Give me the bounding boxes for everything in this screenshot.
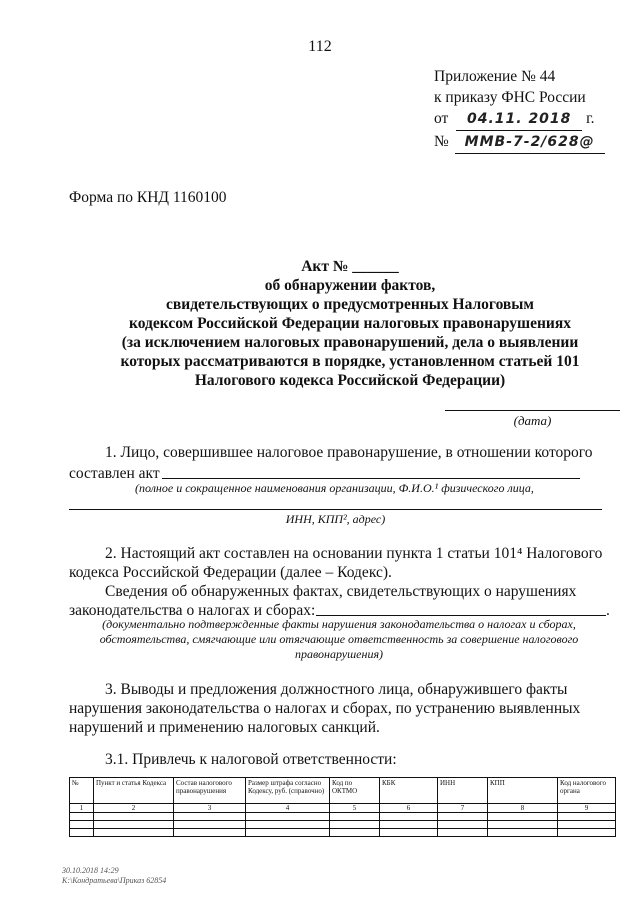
title-line-3: кодексом Российской Федерации налоговых правонарушениях — [129, 315, 571, 332]
act-number: Акт № ______ — [301, 258, 399, 275]
title-line-2: свидетельствующих о предусмотренных Налоговым — [166, 296, 534, 313]
header-cell: № — [70, 778, 94, 804]
header-cell: ИНН — [438, 778, 488, 804]
section-1-line-2: составлен акт — [69, 465, 160, 482]
section-2-line-4-end: . — [606, 602, 610, 619]
section-3-1-line: 3.1. Привлечь к налоговой ответственности: — [105, 751, 397, 768]
header-cell: КПП — [488, 778, 558, 804]
number-prefix: № — [434, 133, 449, 150]
date-label: (дата) — [513, 413, 552, 428]
title-line-5: которых рассматриваются в порядке, установленном статьей 101 — [120, 353, 580, 370]
number-cell: 1 — [70, 804, 94, 813]
section-3-line-3: нарушений и применению налоговых санкций. — [69, 719, 380, 736]
year-suffix: г. — [586, 110, 595, 127]
number-cell: 3 — [174, 804, 246, 813]
section-2-line-4: законодательства о налогах и сборах: — [69, 602, 316, 619]
header-cell: КБК — [380, 778, 438, 804]
table-row — [70, 829, 616, 837]
title-line-1: об обнаружении фактов, — [264, 277, 436, 294]
table-header-row — [70, 778, 616, 804]
section-2-note-1: (документально подтвержденные факты нарушения законодательства о налогах и сборах, — [102, 617, 576, 631]
title-line-4: (за исключением налоговых правонарушений, дела о выявлении — [121, 334, 579, 351]
form-code: Форма по КНД 1160100 — [69, 189, 227, 206]
section-2-note-3: правонарушения) — [294, 647, 384, 661]
number-cell: 5 — [330, 804, 380, 813]
table-row — [70, 813, 616, 821]
handwritten-order-number: ММВ-7-2/628@ — [455, 132, 605, 154]
title-line-6: Налогового кодекса Российской Федерации) — [194, 372, 506, 389]
section-2-line-1: 2. Настоящий акт составлен на основании пункта 1 статьи 101⁴ Налогового — [105, 545, 603, 562]
header-cell: Пункт и статья Кодекса — [94, 778, 174, 804]
section-2-line-3: Сведения об обнаруженных фактах, свидетельствующих о нарушениях — [105, 583, 577, 600]
header-cell: Код налогового органа — [558, 778, 616, 804]
section-3-line-2: нарушения законодательства о налогах и сборах, по устранению выявленных — [69, 700, 581, 717]
stamp-line-1: 30.10.2018 14:29 — [62, 866, 119, 875]
section-1-fill-line-2 — [69, 509, 602, 510]
table-row — [70, 821, 616, 829]
appendix-block — [434, 66, 605, 154]
appendix-date-row — [434, 108, 605, 131]
handwritten-date: 04.11. 2018 — [456, 109, 582, 131]
number-cell: 7 — [438, 804, 488, 813]
act-title — [60, 257, 640, 390]
print-stamp — [62, 866, 166, 886]
liability-table — [69, 777, 616, 837]
section-2-note-2: обстоятельства, смягчающие или отягчающие ответственность за совершение налогового — [99, 632, 579, 646]
number-cell: 9 — [558, 804, 616, 813]
header-cell: Размер штрафа согласно Кодексу, руб. (справочно) — [246, 778, 330, 804]
section-1-fill-line — [162, 478, 580, 479]
section-1-line-1: 1. Лицо, совершившее налоговое правонарушение, в отношении которого — [105, 444, 593, 461]
appendix-number-row — [434, 131, 605, 154]
header-cell: Код по ОКТМО — [330, 778, 380, 804]
stamp-line-2: К:\Кондратьева\Приказ 62854 — [62, 876, 167, 885]
section-3-line-1: 3. Выводы и предложения должностного лица, обнаружившего факты — [105, 681, 568, 698]
from-prefix: от — [434, 110, 449, 127]
section-2-line-2: кодекса Российской Федерации (далее – Кодекс). — [69, 564, 392, 581]
table-number-row — [70, 804, 616, 813]
date-line — [445, 410, 620, 411]
section-1-note-2: ИНН, КПП², адрес) — [285, 512, 386, 526]
header-cell: Состав налогового правонарушения — [174, 778, 246, 804]
page-number: 112 — [308, 38, 332, 55]
number-cell: 4 — [246, 804, 330, 813]
section-1-note-1: (полное и сокращенное наименования организации, Ф.И.О.¹ физического лица, — [135, 481, 534, 495]
section-2-fill-line — [316, 615, 606, 616]
appendix-line-2: к приказу ФНС России — [434, 89, 586, 106]
number-cell: 8 — [488, 804, 558, 813]
number-cell: 6 — [380, 804, 438, 813]
appendix-line-1: Приложение № 44 — [434, 68, 556, 85]
number-cell: 2 — [94, 804, 174, 813]
